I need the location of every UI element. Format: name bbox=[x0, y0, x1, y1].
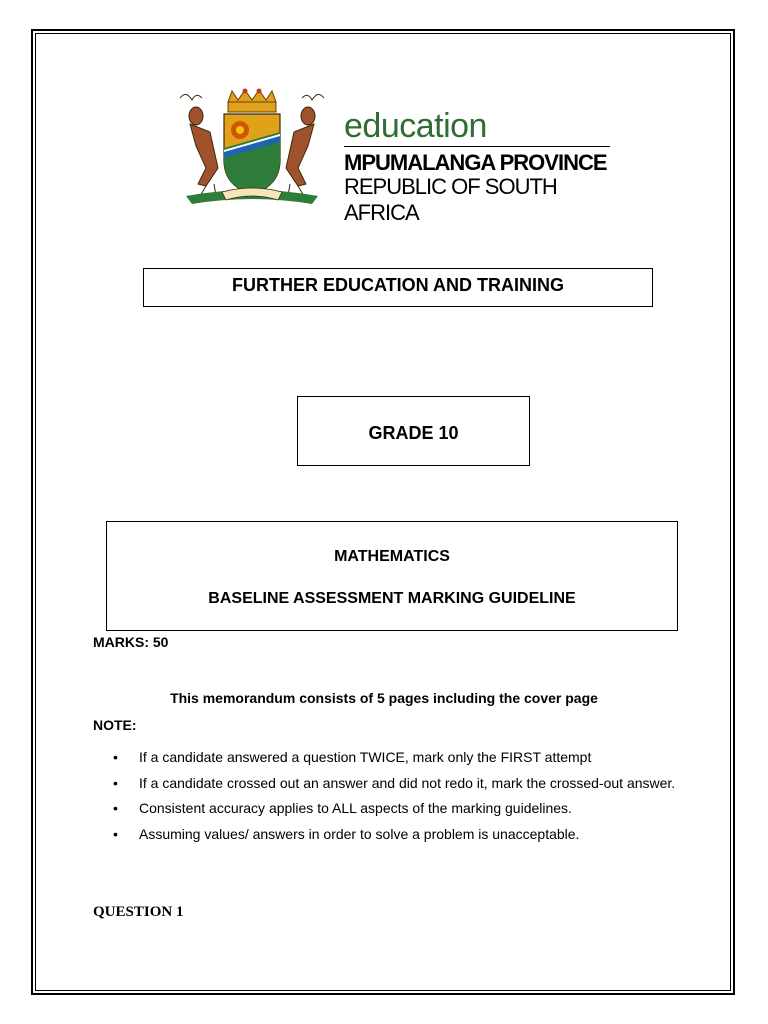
note-heading: NOTE: bbox=[93, 717, 137, 733]
phase-box bbox=[143, 268, 653, 307]
document-title: BASELINE ASSESSMENT MARKING GUIDELINE bbox=[208, 590, 576, 607]
note-item bbox=[113, 771, 683, 797]
crown-icon bbox=[228, 89, 276, 113]
bullet-icon: • bbox=[113, 825, 118, 842]
note-item bbox=[113, 796, 683, 822]
brand-block bbox=[344, 107, 614, 225]
note-item-text: Consistent accuracy applies to ALL aspects of the marking guidelines. bbox=[139, 800, 572, 816]
note-item bbox=[113, 745, 683, 771]
brand-divider bbox=[344, 146, 610, 147]
bullet-icon: • bbox=[113, 749, 118, 765]
bullet-icon: • bbox=[113, 774, 118, 791]
kudu-left-icon bbox=[180, 94, 218, 196]
question-heading: QUESTION 1 bbox=[93, 904, 184, 920]
grade-box bbox=[297, 396, 530, 466]
subject-box bbox=[106, 521, 678, 631]
grade-title: GRADE 10 bbox=[368, 423, 459, 443]
note-list bbox=[113, 745, 683, 847]
province-name: MPUMALANGA PROVINCE bbox=[344, 150, 607, 175]
coat-of-arms-logo bbox=[166, 88, 338, 208]
note-item-text: Assuming values/ answers in order to solve a problem is unacceptable. bbox=[139, 825, 580, 842]
subject-title: MATHEMATICS bbox=[334, 548, 450, 565]
country-name: REPUBLIC OF SOUTH AFRICA bbox=[344, 174, 557, 225]
brand-word: education bbox=[344, 107, 487, 145]
pages-note: This memorandum consists of 5 pages including the cover page bbox=[170, 690, 598, 706]
kudu-right-icon bbox=[286, 94, 324, 196]
note-item-text: If a candidate crossed out an answer and did not redo it, mark the crossed-out answer. bbox=[139, 774, 676, 791]
bullet-icon: • bbox=[113, 800, 118, 816]
marks-total: MARKS: 50 bbox=[93, 634, 169, 650]
phase-title: FURTHER EDUCATION AND TRAINING bbox=[232, 275, 564, 295]
note-item-text: If a candidate answered a question TWICE, mark only the FIRST attempt bbox=[139, 749, 592, 765]
note-item bbox=[113, 822, 683, 848]
shield-icon bbox=[224, 114, 280, 194]
